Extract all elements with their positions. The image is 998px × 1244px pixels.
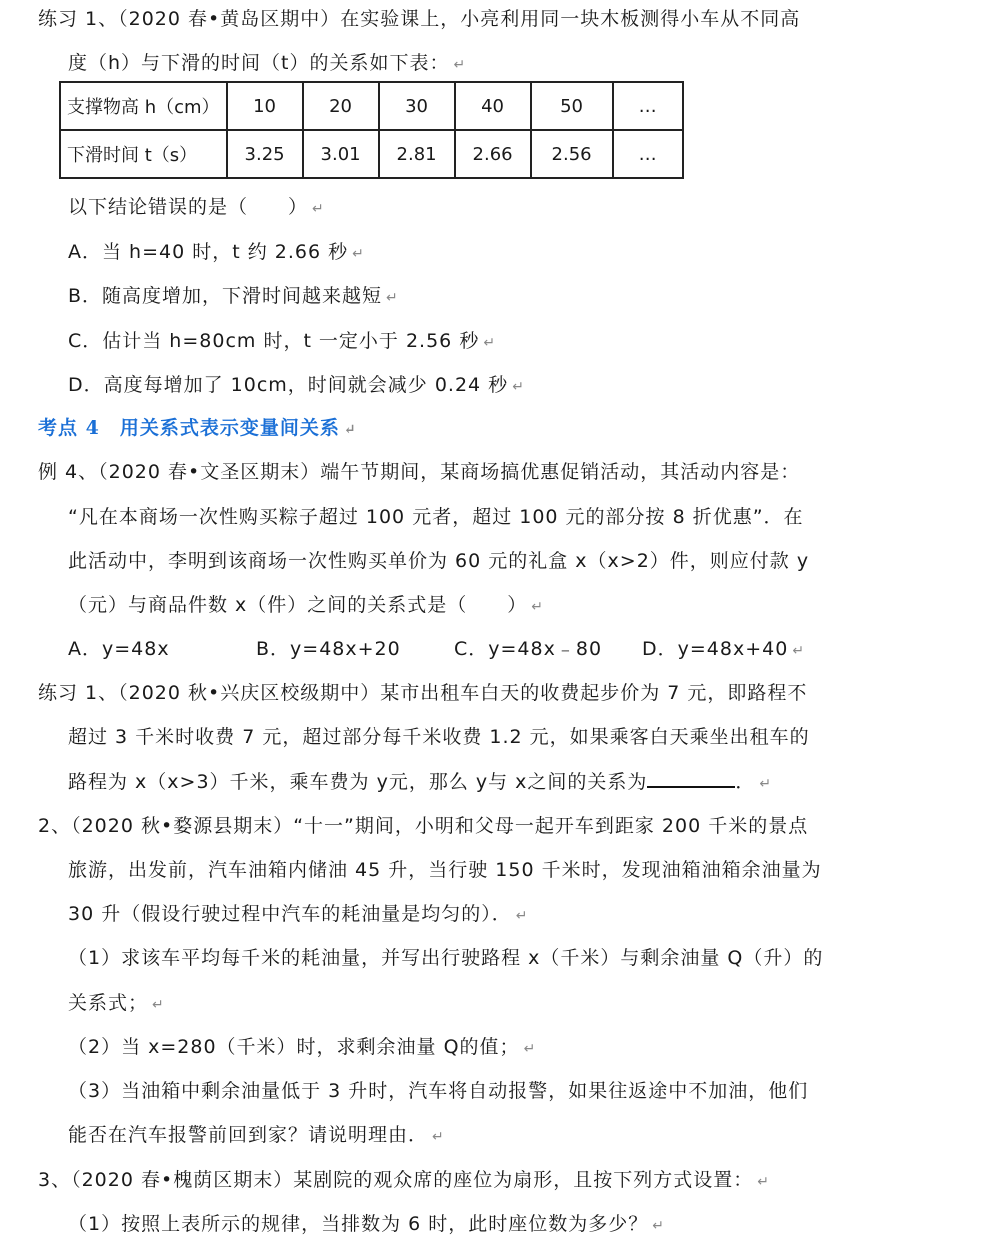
paragraph-mark-icon: ↵ [792,643,806,659]
paragraph-mark-icon: ↵ [352,246,365,262]
paragraph-mark-icon: ↵ [757,1174,770,1190]
q2-sub3-line1: （3）当油箱中剩余油量低于 3 升时，汽车将自动报警，如果往返途中不加油，他们 [68,1080,809,1102]
table-cell: 50 [531,82,613,130]
table-cell: 10 [227,82,303,130]
q2-line2: 旅游，出发前，汽车油箱内储油 45 升，当行驶 150 千米时，发现油箱油箱余油量为 [68,859,822,881]
example4-line4: （元）与商品件数 x（件）之间的关系式是（ ） ↵ [68,594,545,616]
practice1-option-c: C．估计当 h=80cm 时，t 一定小于 2.56 秒 ↵ [68,330,497,352]
practice1-option-a: A．当 h=40 时，t 约 2.66 秒 ↵ [68,241,365,263]
practice1-line1: 练习 1、（2020 春•黄岛区期中）在实验课上，小亮利用同一块木板测得小车从不同高 [38,8,801,30]
table-cell: 30 [379,82,455,130]
paragraph-mark-icon: ↵ [312,201,325,217]
q3-sub1: （1）按照上表所示的规律，当排数为 6 时，此时座位数为多少？ ↵ [68,1213,665,1235]
q2-sub2: （2）当 x=280（千米）时，求剩余油量 Q的值； ↵ [68,1036,537,1058]
table-cell: … [613,130,683,178]
table-cell: 20 [303,82,379,130]
table-row-label: 支撑物高 h（cm） [60,82,227,130]
practice1b-line3: 路程为 x（x>3）千米，乘车费为 y元，那么 y与 x之间的关系为 ． ↵ [68,767,772,794]
paragraph-mark-icon: ↵ [512,379,525,395]
table-cell: 3.25 [227,130,303,178]
practice1-option-b: B．随高度增加，下滑时间越来越短 ↵ [68,285,399,307]
paragraph-mark-icon: ↵ [483,335,497,351]
table-cell: 40 [455,82,531,130]
table-cell: 2.66 [455,130,531,178]
example4-line2: “凡在本商场一次性购买粽子超过 100 元者，超过 100 元的部分按 8 折优惠”．在 [68,506,804,528]
practice1-option-d: D．高度每增加了 10cm，时间就会减少 0.24 秒 ↵ [68,374,525,396]
paragraph-mark-icon: ↵ [343,422,357,438]
practice1-question: 以下结论错误的是（ ） ↵ [68,196,325,218]
q2-sub1-line2: 关系式； ↵ [68,992,165,1014]
paragraph-mark-icon: ↵ [432,1129,445,1145]
q2-line3: 30 升（假设行驶过程中汽车的耗油量是均匀的）． ↵ [68,903,529,925]
practice1b-line1: 练习 1、（2020 秋•兴庆区校级期中）某市出租车白天的收费起步价为 7 元，即路程不 [38,682,808,704]
answer-blank [647,768,735,788]
paragraph-mark-icon: ↵ [386,290,399,306]
table-cell: … [613,82,683,130]
example4-line1: 例 4、（2020 春•文圣区期末）端午节期间，某商场搞优惠促销活动，其活动内容是： [38,461,801,483]
example4-option-c: C．y=48x﹣80 [454,638,603,660]
practice1b-line2: 超过 3 千米时收费 7 元，超过部分每千米收费 1.2 元，如果乘客白天乘坐出租车的 [68,726,810,748]
paragraph-mark-icon: ↵ [515,908,529,924]
table-cell: 2.81 [379,130,455,178]
table-cell: 3.01 [303,130,379,178]
q2-line1: 2、（2020 秋•婺源县期末）“十一”期间，小明和父母一起开车到距家 200 千米的景点 [38,815,809,837]
table-row [60,82,683,130]
table-row-label: 下滑时间 t（s） [60,130,227,178]
section-heading: 考点 4 用关系式表示变量间关系 ↵ [38,417,357,439]
paragraph-mark-icon: ↵ [759,776,773,792]
table-cell: 2.56 [531,130,613,178]
paragraph-mark-icon: ↵ [531,599,545,615]
paragraph-mark-icon: ↵ [652,1218,665,1234]
q2-sub1-line1: （1）求该车平均每千米的耗油量，并写出行驶路程 x（千米）与剩余油量 Q（升）的 [68,947,824,969]
example4-option-b: B．y=48x+20 [256,638,401,660]
example4-line3: 此活动中，李明到该商场一次性购买单价为 60 元的礼盒 x（x>2）件，则应付款 y [68,550,810,572]
paragraph-mark-icon: ↵ [523,1041,537,1057]
paragraph-mark-icon: ↵ [152,997,165,1013]
paragraph-mark-icon: ↵ [453,57,467,73]
height-time-table [59,81,684,179]
q2-sub3-line2: 能否在汽车报警前回到家？请说明理由． ↵ [68,1124,445,1146]
example4-options [68,634,805,661]
example4-option-d: D．y=48x+40 [642,638,789,660]
q3-line1: 3、（2020 春•槐荫区期末）某剧院的观众席的座位为扇形，且按下列方式设置： ↵ [38,1169,770,1191]
table-row [60,130,683,178]
example4-option-a: A．y=48x [68,638,170,660]
practice1-line2: 度（h）与下滑的时间（t）的关系如下表： ↵ [68,52,467,74]
